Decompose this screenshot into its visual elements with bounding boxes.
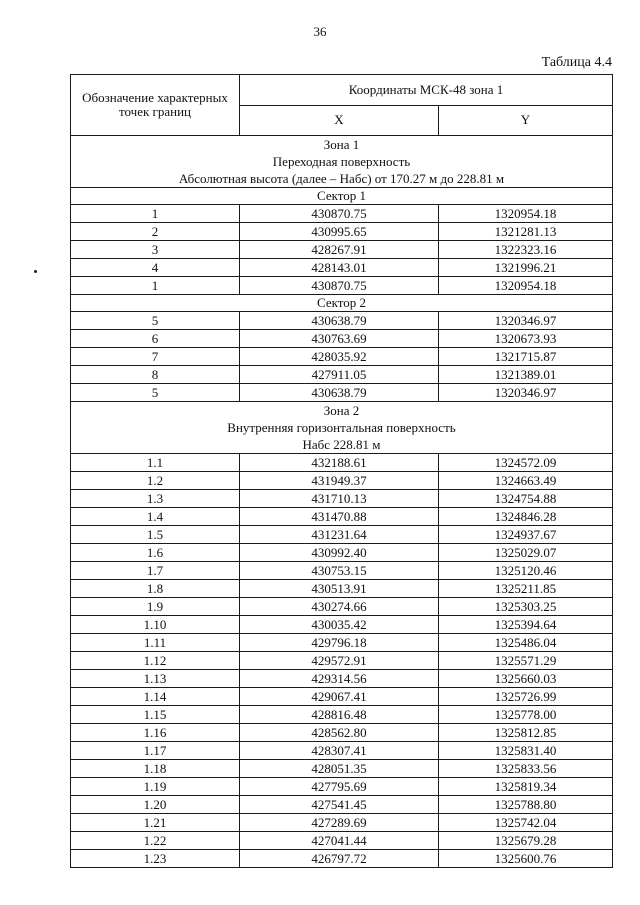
y-coordinate: 1325600.76	[439, 850, 613, 868]
x-coordinate: 430035.42	[240, 616, 439, 634]
x-coordinate: 430992.40	[240, 544, 439, 562]
x-coordinate: 430753.15	[240, 562, 439, 580]
y-coordinate: 1325812.85	[439, 724, 613, 742]
y-coordinate: 1324846.28	[439, 508, 613, 526]
y-coordinate: 1320346.97	[439, 312, 613, 330]
x-coordinate: 431231.64	[240, 526, 439, 544]
zone-title-line: Зона 2	[323, 403, 360, 418]
zone-title	[71, 402, 613, 454]
y-coordinate: 1325742.04	[439, 814, 613, 832]
table-row	[71, 348, 613, 366]
table-body	[71, 136, 613, 868]
y-coordinate: 1320346.97	[439, 384, 613, 402]
y-coordinate: 1325394.64	[439, 616, 613, 634]
table-row	[71, 580, 613, 598]
point-id: 1.5	[71, 526, 240, 544]
table-row	[71, 634, 613, 652]
point-id: 1.16	[71, 724, 240, 742]
y-coordinate: 1320954.18	[439, 277, 613, 295]
x-coordinate: 428816.48	[240, 706, 439, 724]
table-row	[71, 850, 613, 868]
header-x: X	[240, 105, 439, 136]
point-id: 1.1	[71, 454, 240, 472]
table-row	[71, 472, 613, 490]
point-id: 1.21	[71, 814, 240, 832]
zone-title	[71, 136, 613, 188]
y-coordinate: 1324572.09	[439, 454, 613, 472]
y-coordinate: 1325120.46	[439, 562, 613, 580]
point-id: 4	[71, 259, 240, 277]
zone-header	[71, 402, 613, 454]
table-row	[71, 277, 613, 295]
header-coordinates: Координаты МСК-48 зона 1	[240, 75, 613, 106]
x-coordinate: 430995.65	[240, 223, 439, 241]
sector-title: Сектор 2	[71, 295, 613, 312]
y-coordinate: 1321281.13	[439, 223, 613, 241]
header-designation: Обозначение характерных точек границ	[71, 75, 240, 136]
table-row	[71, 652, 613, 670]
table-row	[71, 223, 613, 241]
x-coordinate: 430638.79	[240, 384, 439, 402]
x-coordinate: 430870.75	[240, 277, 439, 295]
y-coordinate: 1321715.87	[439, 348, 613, 366]
point-id: 1.18	[71, 760, 240, 778]
table-row	[71, 454, 613, 472]
y-coordinate: 1325778.00	[439, 706, 613, 724]
point-id: 1.13	[71, 670, 240, 688]
y-coordinate: 1321996.21	[439, 259, 613, 277]
x-coordinate: 428143.01	[240, 259, 439, 277]
point-id: 1.20	[71, 796, 240, 814]
point-id: 1.2	[71, 472, 240, 490]
x-coordinate: 431470.88	[240, 508, 439, 526]
x-coordinate: 431710.13	[240, 490, 439, 508]
table-row	[71, 706, 613, 724]
table-row	[71, 544, 613, 562]
point-id: 1.8	[71, 580, 240, 598]
point-id: 1.6	[71, 544, 240, 562]
x-coordinate: 429314.56	[240, 670, 439, 688]
x-coordinate: 426797.72	[240, 850, 439, 868]
table-caption: Таблица 4.4	[541, 55, 612, 70]
x-coordinate: 428307.41	[240, 742, 439, 760]
y-coordinate: 1325486.04	[439, 634, 613, 652]
x-coordinate: 429796.18	[240, 634, 439, 652]
table-row	[71, 724, 613, 742]
x-coordinate: 430638.79	[240, 312, 439, 330]
y-coordinate: 1321389.01	[439, 366, 613, 384]
x-coordinate: 429572.91	[240, 652, 439, 670]
zone-title-line: Переходная поверхность	[272, 154, 411, 169]
coordinates-table	[70, 74, 613, 868]
table-row	[71, 760, 613, 778]
point-id: 5	[71, 384, 240, 402]
header-y: Y	[439, 105, 613, 136]
table-row	[71, 526, 613, 544]
x-coordinate: 427911.05	[240, 366, 439, 384]
point-id: 1.12	[71, 652, 240, 670]
point-id: 5	[71, 312, 240, 330]
table-row	[71, 796, 613, 814]
zone-title-line: Набс 228.81 м	[302, 437, 381, 452]
y-coordinate: 1324663.49	[439, 472, 613, 490]
point-id: 7	[71, 348, 240, 366]
x-coordinate: 430513.91	[240, 580, 439, 598]
point-id: 3	[71, 241, 240, 259]
point-id: 1.11	[71, 634, 240, 652]
y-coordinate: 1325029.07	[439, 544, 613, 562]
table-row	[71, 670, 613, 688]
zone-header	[71, 136, 613, 188]
table-row	[71, 616, 613, 634]
x-coordinate: 429067.41	[240, 688, 439, 706]
x-coordinate: 427289.69	[240, 814, 439, 832]
table-row	[71, 598, 613, 616]
y-coordinate: 1325660.03	[439, 670, 613, 688]
table-header	[71, 75, 613, 136]
table-row	[71, 490, 613, 508]
y-coordinate: 1325571.29	[439, 652, 613, 670]
x-coordinate: 427541.45	[240, 796, 439, 814]
y-coordinate: 1325819.34	[439, 778, 613, 796]
point-id: 1.15	[71, 706, 240, 724]
zone-title-line: Зона 1	[323, 137, 360, 152]
table-row	[71, 259, 613, 277]
sector-header	[71, 188, 613, 205]
y-coordinate: 1320954.18	[439, 205, 613, 223]
y-coordinate: 1325831.40	[439, 742, 613, 760]
zone-title-line: Абсолютная высота (далее – Набс) от 170.27 м до 228.81 м	[178, 171, 505, 186]
point-id: 1.4	[71, 508, 240, 526]
y-coordinate: 1325788.80	[439, 796, 613, 814]
point-id: 1.14	[71, 688, 240, 706]
y-coordinate: 1325211.85	[439, 580, 613, 598]
table-row	[71, 330, 613, 348]
x-coordinate: 430870.75	[240, 205, 439, 223]
x-coordinate: 432188.61	[240, 454, 439, 472]
x-coordinate: 431949.37	[240, 472, 439, 490]
y-coordinate: 1324937.67	[439, 526, 613, 544]
x-coordinate: 430763.69	[240, 330, 439, 348]
x-coordinate: 428562.80	[240, 724, 439, 742]
x-coordinate: 428051.35	[240, 760, 439, 778]
point-id: 1.9	[71, 598, 240, 616]
zone-title-line: Внутренняя горизонтальная поверхность	[227, 420, 456, 435]
point-id: 6	[71, 330, 240, 348]
table-row	[71, 312, 613, 330]
point-id: 1	[71, 277, 240, 295]
table-row	[71, 562, 613, 580]
table-row	[71, 688, 613, 706]
point-id: 1.10	[71, 616, 240, 634]
table-row	[71, 778, 613, 796]
x-coordinate: 427795.69	[240, 778, 439, 796]
x-coordinate: 428035.92	[240, 348, 439, 366]
point-id: 1.17	[71, 742, 240, 760]
x-coordinate: 427041.44	[240, 832, 439, 850]
table-row	[71, 384, 613, 402]
scan-dot	[34, 270, 37, 273]
y-coordinate: 1325303.25	[439, 598, 613, 616]
point-id: 1.19	[71, 778, 240, 796]
table-row	[71, 814, 613, 832]
point-id: 1	[71, 205, 240, 223]
point-id: 8	[71, 366, 240, 384]
table-row	[71, 742, 613, 760]
x-coordinate: 430274.66	[240, 598, 439, 616]
y-coordinate: 1322323.16	[439, 241, 613, 259]
page-number: 36	[313, 24, 327, 39]
point-id: 1.23	[71, 850, 240, 868]
table-row	[71, 205, 613, 223]
point-id: 2	[71, 223, 240, 241]
sector-title: Сектор 1	[71, 188, 613, 205]
table-row	[71, 832, 613, 850]
sector-header	[71, 295, 613, 312]
x-coordinate: 428267.91	[240, 241, 439, 259]
table-row	[71, 366, 613, 384]
y-coordinate: 1325726.99	[439, 688, 613, 706]
y-coordinate: 1325833.56	[439, 760, 613, 778]
table-row	[71, 508, 613, 526]
y-coordinate: 1325679.28	[439, 832, 613, 850]
point-id: 1.22	[71, 832, 240, 850]
table-row	[71, 241, 613, 259]
point-id: 1.7	[71, 562, 240, 580]
y-coordinate: 1324754.88	[439, 490, 613, 508]
point-id: 1.3	[71, 490, 240, 508]
y-coordinate: 1320673.93	[439, 330, 613, 348]
